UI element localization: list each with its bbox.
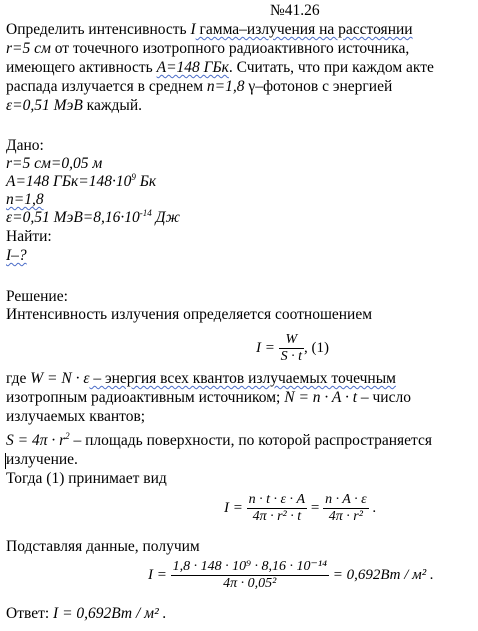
numerator: W [279, 332, 304, 349]
solution-intro: Интенсивность излучения определяется соотношением [6, 306, 373, 323]
text: Бк [135, 173, 157, 190]
answer-line [6, 605, 166, 623]
problem-number: №41.26 [270, 2, 320, 19]
numerator: 1,8 · 148 · 10⁹ · 8,16 · 10⁻¹⁴ [172, 559, 327, 574]
text: I = [148, 566, 167, 583]
formula-3 [148, 559, 434, 592]
denominator: 4π · r² · t [252, 509, 302, 524]
text-cursor [5, 453, 6, 469]
text: где [6, 370, 31, 387]
given-n: n=1,8 [6, 191, 44, 208]
answer-label: Ответ: [6, 605, 54, 622]
formula-W: W = N · ε [30, 370, 90, 387]
numerator: n · A · ε [325, 492, 367, 507]
text: I = [224, 499, 243, 516]
fraction [323, 492, 369, 525]
fraction [247, 492, 307, 525]
exponent: -14 [139, 207, 152, 218]
text: . Считать, что при каждом акте [228, 59, 434, 76]
text: . [372, 499, 377, 516]
denominator: S · t [280, 349, 303, 364]
text: гамма–излучения на расстоянии [195, 21, 413, 38]
text: каждый. [82, 97, 143, 114]
formula-2 [224, 492, 376, 525]
problem-line-3 [6, 59, 434, 77]
solution-w-line-2 [6, 389, 411, 407]
text: изотропным радиоактивным источником; [6, 389, 285, 406]
given-label: Дано: [6, 137, 44, 154]
value-energy: ε=0,51 МэВ [6, 97, 83, 114]
text: Определить интенсивность [6, 21, 191, 38]
solution-s-line-2: излучение. [6, 451, 78, 468]
text: γ–фотонов с энергией [244, 78, 393, 95]
answer-value: I = 0,692Вт / м² . [53, 605, 167, 622]
solution-then: Тогда (1) принимает вид [6, 470, 167, 487]
problem-line-5 [6, 97, 142, 115]
text: I = [256, 339, 275, 356]
solution-label: Решение: [6, 288, 68, 305]
fraction [171, 559, 329, 592]
solution-w-line-3: излучаемых квантов; [6, 408, 146, 425]
numerator: n · t · ε · A [248, 492, 306, 507]
text: ε=0,51 МэВ=8,16·10 [6, 209, 140, 226]
text: – энергия всех квантов излучаемых точечным [89, 370, 396, 387]
text: – число [357, 389, 411, 406]
text: Дж [151, 209, 180, 226]
text: = [310, 499, 320, 516]
problem-line-4 [6, 78, 392, 96]
given-energy [6, 209, 180, 227]
problem-line-2 [6, 40, 409, 58]
problem-line-1 [6, 21, 413, 39]
exponent: 9 [131, 171, 136, 182]
given-r: r=5 см=0,05 м [6, 155, 103, 172]
fraction [279, 332, 304, 365]
value-r: r=5 см [6, 40, 51, 57]
text: от точечного изотропного радиоактивного источника, [50, 40, 410, 57]
solution-s-line-1 [6, 432, 432, 450]
formula-N: N = n · A · t [284, 389, 358, 406]
given-A [6, 173, 156, 191]
solution-w-line-1 [6, 370, 396, 388]
formula-1 [256, 332, 329, 365]
find-label: Найти: [6, 228, 52, 245]
denominator: 4π · r² [328, 509, 363, 524]
text: A=148 ГБк=148·10 [6, 173, 132, 190]
denominator: 4π · 0,05² [223, 576, 277, 591]
text: распада излучается в среднем [6, 78, 207, 95]
find-value: I–? [6, 247, 27, 264]
value-n: n=1,8 [206, 78, 245, 95]
result: = 0,692Вт / м² . [332, 566, 434, 583]
text: имеющего активность [6, 59, 157, 76]
exponent: 2 [65, 430, 70, 441]
symbol-I: I [190, 21, 196, 38]
text: – площадь поверхности, по которой распространяется [69, 432, 432, 449]
formula-S: S = 4π · r [6, 432, 66, 449]
value-A: A=148 ГБк [156, 59, 229, 76]
solution-subst: Подставляя данные, получим [6, 538, 200, 555]
text: , (1) [304, 339, 330, 356]
